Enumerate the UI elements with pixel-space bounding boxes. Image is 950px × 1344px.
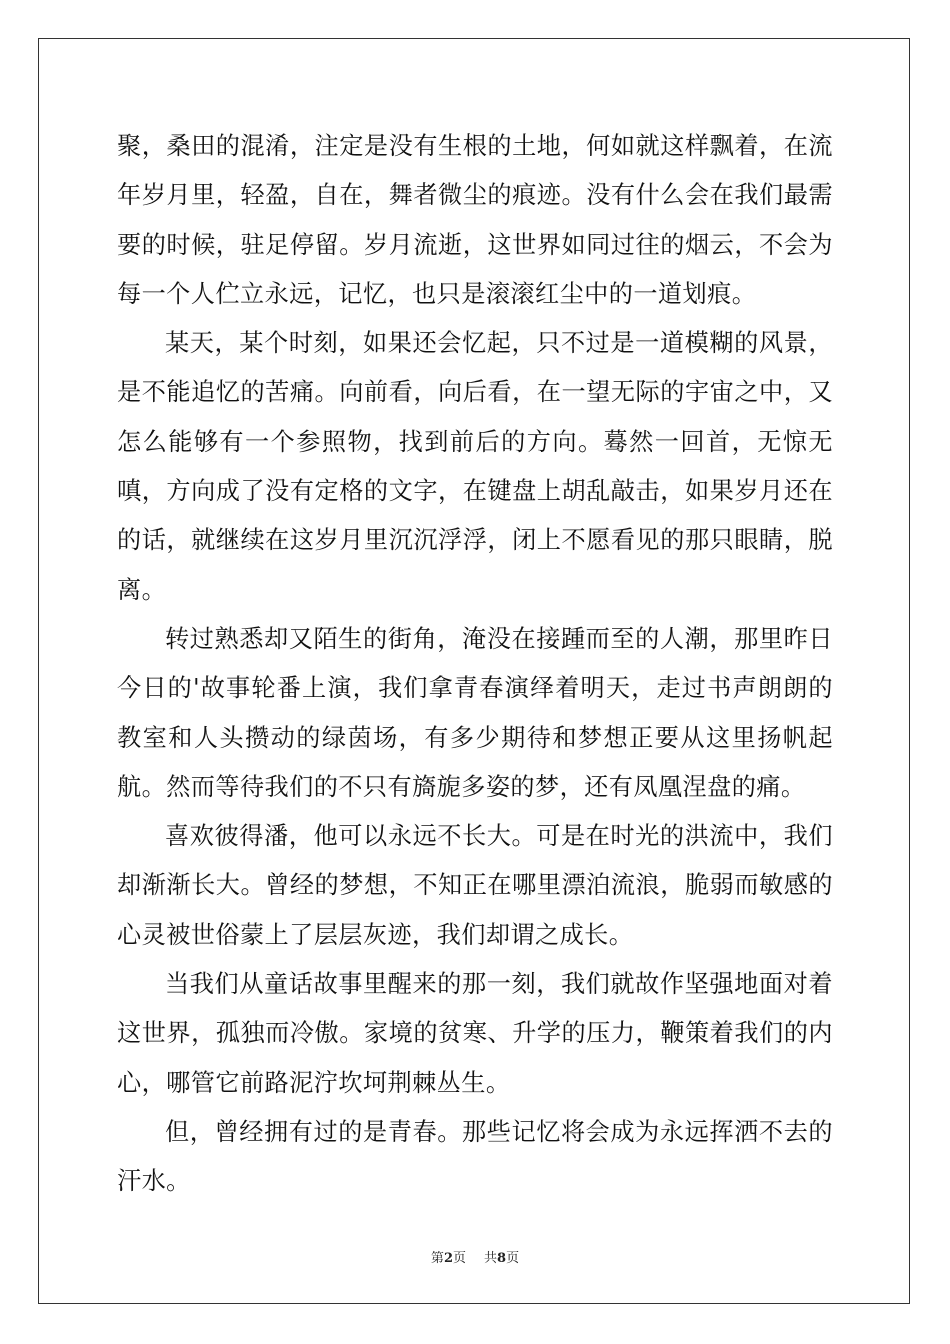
- paragraph-1: 聚，桑田的混淆，注定是没有生根的土地，何如就这样飘着，在流年岁月里，轻盈，自在，舞者微尘的痕迹。没有什么会在我们最需要的时候，驻足停留。岁月流逝，这世界如同过往的烟云，不会为每一个人伫立永远，记忆，也只是滚滚红尘中的一道划痕。: [117, 132, 833, 308]
- page-indicator: [431, 1251, 466, 1266]
- page-suffix: 页: [452, 1251, 466, 1266]
- total-prefix: 共: [484, 1251, 498, 1266]
- document-body: [117, 122, 833, 1207]
- total-pages: 8: [497, 1251, 507, 1266]
- total-suffix: 页: [506, 1251, 520, 1266]
- paragraph-5: 当我们从童话故事里醒来的那一刻，我们就故作坚强地面对着这世界，孤独而冷傲。家境的贫寒、升学的压力，鞭策着我们的内心，哪管它前路泥泞坎坷荆棘丛生。: [117, 970, 833, 1097]
- paragraph-2: 某天，某个时刻，如果还会忆起，只不过是一道模糊的风景，是不能追忆的苦痛。向前看，向后看，在一望无际的宇宙之中，又怎么能够有一个参照物，找到前后的方向。蓦然一回首，无惊无嗔，方向成了没有定格的文字，在键盘上胡乱敲击，如果岁月还在的话，就继续在这岁月里沉沉浮浮，闭上不愿看见的那只眼睛，脱离。: [117, 329, 833, 604]
- total-indicator: [484, 1251, 519, 1266]
- page-footer: [0, 1247, 950, 1266]
- page-prefix: 第: [430, 1251, 444, 1266]
- paragraph-4: 喜欢彼得潘，他可以永远不长大。可是在时光的洪流中，我们却渐渐长大。曾经的梦想，不知正在哪里漂泊流浪，脆弱而敏感的心灵被世俗蒙上了层层灰迹，我们却谓之成长。: [117, 822, 833, 949]
- paragraph-6: 但，曾经拥有过的是青春。那些记忆将会成为永远挥洒不去的汗水。: [117, 1117, 833, 1196]
- paragraph-3: 转过熟悉却又陌生的街角，淹没在接踵而至的人潮，那里昨日今日的'故事轮番上演，我们拿青春演绎着明天，走过书声朗朗的教室和人头攒动的绿茵场，有多少期待和梦想正要从这里扬帆起航。然而等待我们的不只有旖旎多姿的梦，还有凤凰涅盘的痛。: [117, 624, 833, 801]
- page-number: 2: [443, 1251, 453, 1266]
